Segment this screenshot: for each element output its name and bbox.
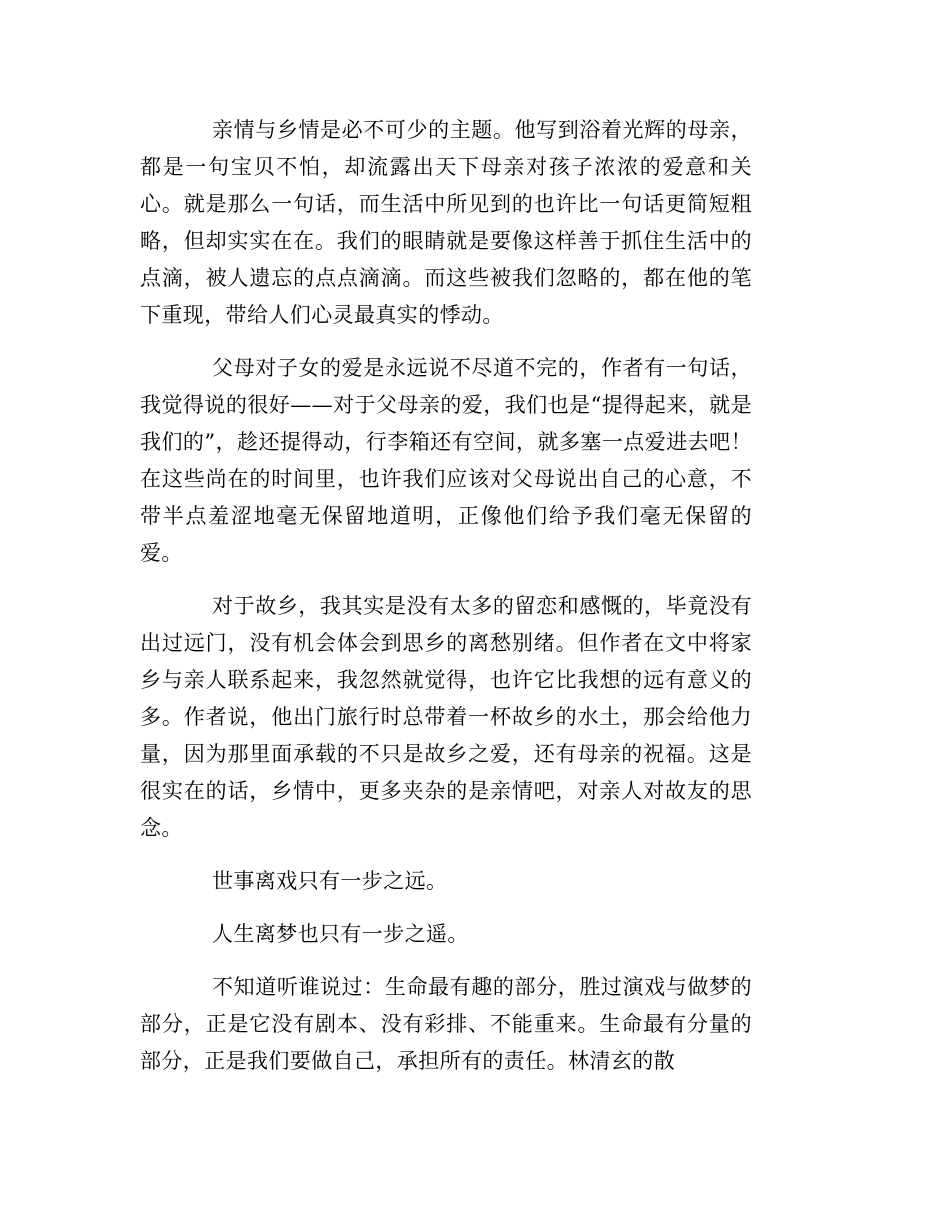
paragraph-hometown: 对于故乡，我其实是没有太多的留恋和感慨的，毕竟没有出过远门，没有机会体会到思乡的离愁别绪。但作者在文中将家乡与亲人联系起来，我忽然就觉得，也许它比我想的远有意义的多。作者说，他出门旅行时总带着一杯故乡的水土，那会给他力量，因为那里面承载的不只是故乡之爱，还有母亲的祝福。这是很实在的话，乡情中，更多夹杂的是亲情吧，对亲人对故友的思念。: [140, 594, 752, 840]
paragraph-life-and-dream: 人生离梦也只有一步之遥。: [212, 922, 469, 946]
paragraph-family-and-hometown-theme: 亲情与乡情是必不可少的主题。他写到浴着光辉的母亲，都是一句宝贝不怕，却流露出天下母亲对孩子浓浓的爱意和关心。就是那么一句话，而生活中所见到的也许比一句话更简短粗略，但却实实在在。我们的眼睛就是要像这样善于抓住生活中的点滴，被人遗忘的点点滴滴。而这些被我们忽略的，都在他的笔下重现，带给人们心灵最真实的悸动。: [140, 118, 752, 327]
paragraph-parents-love: 父母对子女的爱是永远说不尽道不完的，作者有一句话，我觉得说的很好——对于父母亲的爱，我们也是“提得起来，就是我们的”，趁还提得动，行李箱还有空间，就多塞一点爱进去吧！在这些尚在的时间里，也许我们应该对父母说出自己的心意，不带半点羞涩地毫无保留地道明，正像他们给予我们毫无保留的爱。: [140, 356, 752, 565]
paragraph-world-and-drama: 世事离戏只有一步之远。: [212, 869, 448, 893]
document-body: [140, 112, 752, 1080]
paragraph-meaning-of-life: 不知道听谁说过：生命最有趣的部分，胜过演戏与做梦的部分，正是它没有剧本、没有彩排、不能重来。生命最有分量的部分，正是我们要做自己，承担所有的责任。林清玄的散: [140, 975, 752, 1073]
